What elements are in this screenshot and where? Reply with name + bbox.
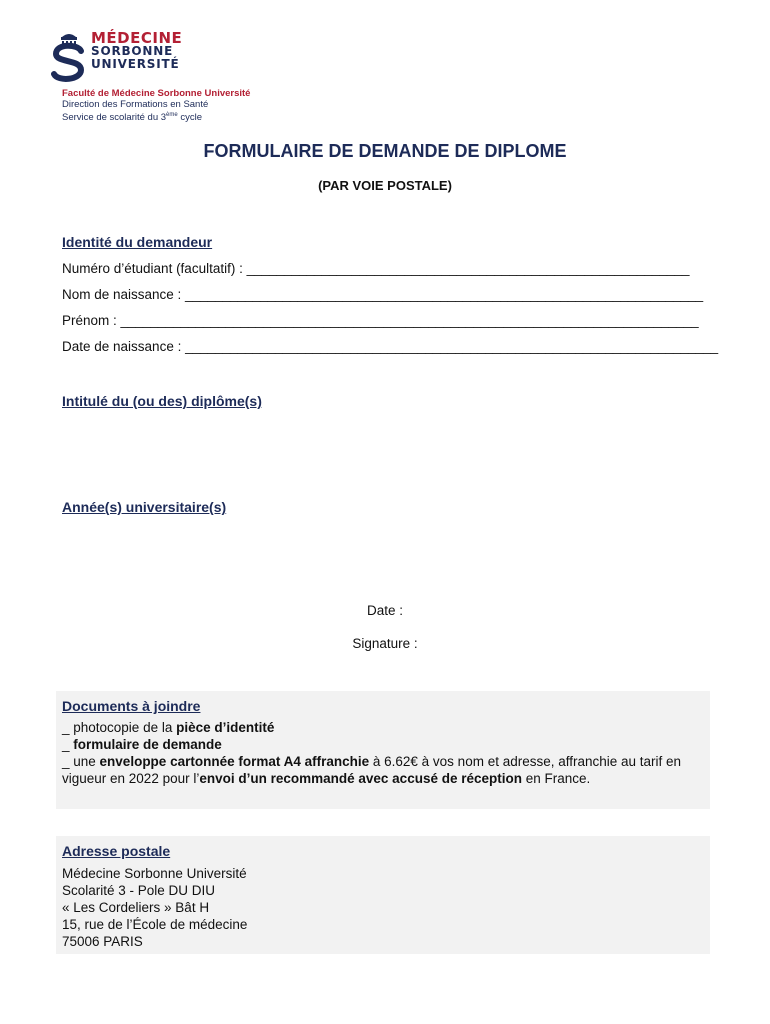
document-item-id [62, 719, 704, 736]
birth-name-field[interactable]: Nom de naissance : _____________________________________________________________________ [62, 287, 704, 302]
sorbonne-logo [50, 30, 210, 85]
date-label: Date : [366, 603, 404, 618]
birth-date-field[interactable]: Date de naissance : _______________________________________________________________________ [62, 339, 719, 354]
direction-name: Direction des Formations en Santé [62, 99, 209, 110]
service-prefix: Service de scolarité du 3 [62, 112, 167, 124]
faculty-name: Faculté de Médecine Sorbonne Université [62, 88, 251, 99]
address-line: « Les Cordeliers » Bât H [62, 900, 210, 915]
item-text: _ [62, 737, 74, 752]
address-line: Scolarité 3 - Pole DU DIU [62, 883, 216, 898]
item-bold: pièce d’identité [176, 720, 275, 735]
item-bold: envoi d’un recommandé avec accusé de réception [199, 771, 522, 786]
document-item-form [62, 736, 704, 753]
address-lines [62, 865, 704, 950]
item-text: en France. [521, 771, 591, 786]
address-line: 15, rue de l’École de médecine [62, 917, 248, 932]
item-bold: formulaire de demande [73, 737, 222, 752]
address-line: Médecine Sorbonne Université [62, 866, 247, 881]
form-subtitle: (PAR VOIE POSTALE) [318, 178, 452, 193]
document-item-envelope [62, 753, 704, 787]
logo-line-medecine: MÉDECINE [91, 29, 183, 47]
service-superscript: ème [166, 112, 178, 118]
item-text: _ photocopie de la [62, 720, 177, 735]
sorbonne-emblem-icon [50, 30, 88, 82]
item-bold: enveloppe cartonnée format A4 affranchie [99, 754, 370, 769]
address-heading: Adresse postale [62, 843, 171, 859]
address-line: 75006 PARIS [62, 934, 143, 949]
form-title: FORMULAIRE DE DEMANDE DE DIPLOME [203, 141, 567, 161]
address-box [56, 836, 710, 954]
diploma-heading: Intitulé du (ou des) diplôme(s) [62, 393, 262, 409]
institution-block [62, 88, 250, 123]
signature-label: Signature : [352, 636, 418, 651]
student-number-field[interactable]: Numéro d’étudiant (facultatif) : ___________________________________________________________ [62, 261, 690, 276]
item-text: _ une [62, 754, 100, 769]
logo-line-sorbonne: SORBONNE [91, 44, 174, 58]
identity-heading: Identité du demandeur [62, 234, 213, 250]
service-suffix: cycle [177, 112, 202, 124]
first-name-field[interactable]: Prénom : _____________________________________________________________________________ [62, 313, 699, 328]
documents-box [56, 691, 710, 809]
service-name [62, 110, 250, 123]
logo-line-universite: UNIVERSITÉ [91, 57, 180, 71]
item-text: à 6.62€ à vos nom et adresse, affranchie au tarif en vigueur en 2022 pour l’ [62, 754, 682, 786]
years-heading: Année(s) universitaire(s) [62, 499, 227, 515]
documents-list [62, 719, 704, 787]
documents-heading: Documents à joindre [62, 698, 201, 714]
